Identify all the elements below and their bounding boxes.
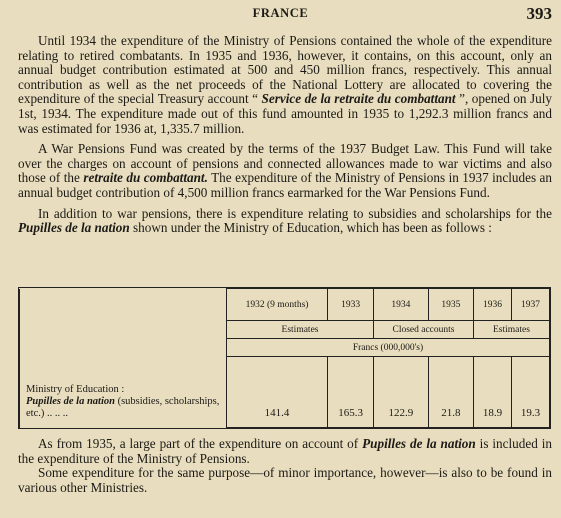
row-label-cell <box>20 289 227 428</box>
year-header: 1934 <box>374 289 429 321</box>
italic-phrase: Pupilles de la nation <box>362 436 476 451</box>
paragraph-3: In addition to war pensions, there is expenditure relating to subsidies and scholarships for the Pupilles de la nation shown under the Ministry of Education, which has been as follows : <box>18 205 552 236</box>
group-header: Closed accounts <box>374 321 474 339</box>
year-header: 1932 (9 months) <box>227 289 328 321</box>
group-header: Estimates <box>227 321 374 339</box>
group-header: Estimates <box>473 321 549 339</box>
paragraph-4: As from 1935, a large part of the expenditure on account of Pupilles de la nation is included in the expenditure of the Ministry of Pensions. <box>18 436 552 466</box>
paragraph-5: Some expenditure for the same purpose—of minor importance, however—is also to be found in various other Ministries. <box>18 465 552 495</box>
table-cell: 141.4 <box>227 357 328 428</box>
year-header: 1935 <box>428 289 473 321</box>
row-label: Ministry of Education : Pupilles de la nation (subsidies, scholarships, etc.) .. .. .. <box>26 383 220 419</box>
table-cell: 19.3 <box>511 357 549 428</box>
running-title: FRANCE <box>252 6 309 20</box>
expenditure-table <box>18 287 551 429</box>
page-number: 393 <box>526 4 552 23</box>
table-cell: 165.3 <box>328 357 374 428</box>
body-text <box>18 34 552 236</box>
footer-text <box>18 437 552 495</box>
italic-phrase: Pupilles de la nation <box>18 220 130 236</box>
italic-phrase: retraite du combattant. <box>83 170 208 186</box>
table-cell: 18.9 <box>473 357 511 428</box>
table-cell: 122.9 <box>374 357 429 428</box>
paragraph-2: A War Pensions Fund was created by the terms of the 1937 Budget Law. This Fund will take over the charges on account of pensions and connected allowances made to war victims and also those of the retraite du combattant. The expenditure of the Ministry of Pensions in 1937 includes an annual budget contribution of 4,500 million francs earmarked for the War Pensions Fund. <box>18 141 553 200</box>
page-header <box>0 4 561 24</box>
paragraph-1: Until 1934 the expenditure of the Ministry of Pensions contained the whole of the expenditure relating to retired combatants. In 1935 and 1936, however, it contains, on this account, only an annual budget contribution estimated at 500 and 450 million francs, respectively. This annual contribution as well as the net proceeds of the National Lottery are allocated to covering the expenditure of the special Treasury account “ Service de la retraite du combattant ”, opened on July 1st, 1934. The expenditure made out of this fund amounted in 1935 to 1,292.3 million francs and was estimated for 1936 at, 1,335.7 million. <box>18 33 553 136</box>
year-header: 1933 <box>328 289 374 321</box>
year-header: 1936 <box>473 289 511 321</box>
table-cell: 21.8 <box>428 357 473 428</box>
year-header: 1937 <box>511 289 549 321</box>
italic-phrase: Service de la retraite du combattant <box>261 91 456 107</box>
units-header: Francs (000,000's) <box>227 339 550 357</box>
